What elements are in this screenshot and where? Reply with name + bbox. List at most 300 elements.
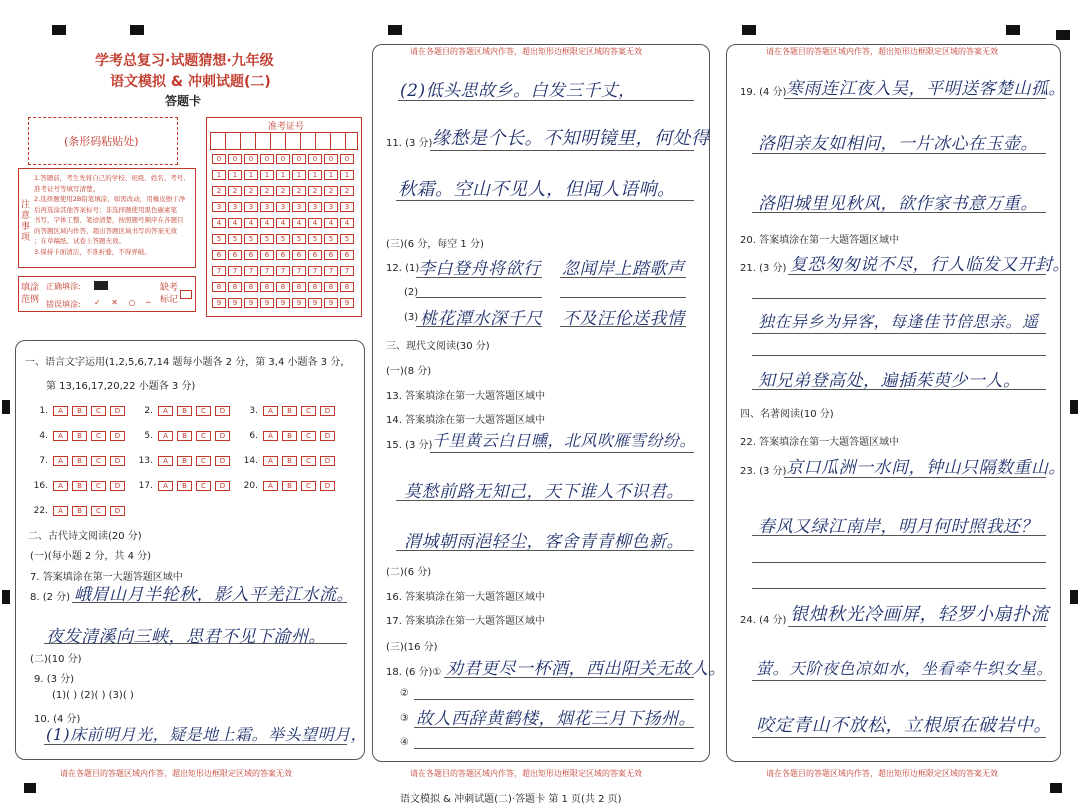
mcq-option-bubble[interactable]: A [53,406,68,416]
exam-id-digit-bubble[interactable]: 0 [276,154,290,164]
registration-mark [52,25,66,35]
registration-mark [1070,400,1078,414]
registration-mark [1050,783,1062,793]
exam-id-digit-bubble[interactable]: 3 [212,202,226,212]
q21-answer-a: 复恐匆匆说不尽，行人临发又开封。 [790,255,1070,275]
mcq-option-bubble[interactable]: B [282,406,297,416]
exam-id-digit-bubble[interactable]: 4 [292,218,306,228]
exam-id-digit-bubble[interactable]: 4 [212,218,226,228]
q18-sub4-label: ④ [400,737,409,748]
q18-answer-b: 故人西辞黄鹤楼，烟花三月下扬州。 [416,709,696,729]
q23-answer-a: 京口瓜洲一水间，钟山只隔数重山。 [786,458,1066,478]
mcq-question [30,431,127,441]
q18-sub3-label: ③ [400,713,409,724]
exam-id-digit-bubble[interactable]: 3 [292,202,306,212]
registration-mark [1056,30,1070,40]
exam-id-digit-bubble[interactable]: 5 [260,234,274,244]
section3-sub1: (一)(8 分) [386,366,432,377]
exam-id-digit-bubble[interactable]: 0 [244,154,258,164]
mcq-question [30,506,127,516]
mcq-option-bubble[interactable]: A [53,431,68,441]
warning-col1: 请在各题目的答题区域内作答，超出矩形边框限定区域的答案无效 [60,769,292,778]
mcq-question [30,456,127,466]
exam-id-digit-bubble[interactable]: 5 [308,234,322,244]
mcq-option-bubble[interactable]: D [110,456,125,466]
mcq-option-bubble[interactable]: D [215,406,230,416]
answer-line [752,153,1046,154]
answer-line [444,677,694,678]
section2-title: 二、古代诗文阅读(20 分) [28,531,142,542]
exam-id-digit-bubble[interactable]: 5 [324,234,338,244]
fill-wrong-label: 错误填涂: [46,300,81,309]
note-line: 书写，字体工整、笔迹清楚，按照题号顺序在各题目 [34,216,184,224]
exam-id-digit-bubble[interactable]: 9 [292,298,306,308]
exam-id-digit-bubble[interactable]: 7 [260,266,274,276]
q12-answer-3b: 不及汪伦送我情 [562,309,685,329]
title-line2: 语文模拟 & 冲刺试题(二) [110,74,271,90]
q8-label: 8. (2 分) [30,592,71,603]
mcq-option-bubble[interactable]: B [72,506,87,516]
exam-id-digit-bubble[interactable]: 5 [340,234,354,244]
mcq-option-bubble[interactable]: C [301,456,316,466]
q23-label: 23. (3 分) [740,466,787,477]
mcq-option-bubble[interactable]: C [91,506,106,516]
exam-id-digit-bubble[interactable]: 1 [260,170,274,180]
mcq-option-bubble[interactable]: A [53,506,68,516]
exam-id-digit-bubble[interactable]: 7 [228,266,242,276]
answer-line [396,200,694,201]
q16-note: 16. 答案填涂在第一大题答题区域中 [386,592,546,603]
exam-id-digit-bubble[interactable]: 1 [340,170,354,180]
exam-id-digit-bubble[interactable]: 7 [212,266,226,276]
mcq-option-bubble[interactable]: C [196,456,211,466]
q24-label: 24. (4 分) [740,615,787,626]
q21-answer-b: 独在异乡为异客，每逢佳节倍思亲。遥 [758,312,1039,331]
registration-mark [388,25,402,35]
mcq-question [135,431,232,441]
exam-id-digit-bubble[interactable]: 2 [292,186,306,196]
registration-mark [1070,590,1078,604]
exam-id-digit-bubble[interactable]: 6 [228,250,242,260]
exam-id-digit-bubble[interactable]: 4 [228,218,242,228]
exam-id-digit-bubble[interactable]: 1 [276,170,290,180]
mcq-question-number: 20. [243,481,258,491]
exam-id-digit-bubble[interactable]: 7 [340,266,354,276]
exam-id-digit-bubble[interactable]: 5 [244,234,258,244]
exam-id-digit-bubble[interactable]: 0 [292,154,306,164]
fill-correct-label: 正确填涂: [46,282,81,291]
q23-answer-b: 春风又绿江南岸，明月何时照我还？ [758,517,1038,537]
exam-id-digit-bubble[interactable]: 0 [212,154,226,164]
exam-id-digit-bubble[interactable]: 2 [260,186,274,196]
answer-line [398,100,694,101]
answer-line [752,535,1046,536]
notes-label: 注意事项 [21,200,31,243]
note-line: 3.保持卡面清洁，不准折叠，不得弄破。 [34,247,151,256]
q20-note: 20. 答案填涂在第一大题答题区域中 [740,235,900,246]
answer-line [752,355,1046,356]
mcq-option-bubble[interactable]: A [53,456,68,466]
q10-label: 10. (4 分) [34,714,81,725]
section2-sub2: (二)(10 分) [30,654,82,665]
warning-col3-top: 请在各题目的答题区域内作答，超出矩形边框限定区域的答案无效 [766,47,998,56]
mcq-question [135,406,232,416]
q24-answer-c: 咬定青山不放松，立根原在破岩中。 [756,715,1052,736]
exam-id-digit-bubble[interactable]: 0 [308,154,322,164]
exam-id-digit-bubble[interactable]: 5 [212,234,226,244]
mcq-option-bubble[interactable]: D [215,431,230,441]
mcq-option-bubble[interactable]: D [110,431,125,441]
mcq-option-bubble[interactable]: B [282,456,297,466]
exam-id-digit-bubble[interactable]: 6 [276,250,290,260]
mcq-option-bubble[interactable]: D [320,406,335,416]
mcq-option-bubble[interactable]: C [91,431,106,441]
mcq-question [30,406,127,416]
q19-answer-b: 洛阳亲友如相问，一片冰心在玉壶。 [758,134,1038,154]
mcq-option-bubble[interactable]: B [282,481,297,491]
mcq-option-bubble[interactable]: C [91,406,106,416]
q10-answer-a: (1)床前明月光，疑是地上霜。举头望明月， [46,725,368,744]
answer-line [560,326,686,327]
exam-id-digit-bubble[interactable]: 7 [308,266,322,276]
q12-sub2-label: (2) [404,287,419,298]
exam-id-digit-bubble[interactable]: 1 [324,170,338,180]
q17-note: 17. 答案填涂在第一大题答题区域中 [386,616,546,627]
exam-id-digit-bubble[interactable]: 5 [276,234,290,244]
q24-answer-a: 银烛秋光冷画屏，轻罗小扇扑流 [790,604,1049,625]
answer-line [414,748,694,749]
exam-id-digit-bubble[interactable]: 6 [244,250,258,260]
q15-answer-a: 千里黄云白日曛，北风吹雁雪纷纷。 [432,431,697,450]
exam-id-digit-bubble[interactable]: 6 [308,250,322,260]
mcq-question [30,481,127,491]
mcq-option-bubble[interactable]: D [320,431,335,441]
exam-id-digit-bubble[interactable]: 9 [212,298,226,308]
q8-answer-a: 峨眉山月半轮秋，影入平羌江水流。 [74,585,354,605]
mcq-option-bubble[interactable]: B [72,431,87,441]
mcq-option-bubble[interactable]: D [215,456,230,466]
mcq-option-bubble[interactable]: D [110,506,125,516]
exam-id-digit-bubble[interactable]: 0 [260,154,274,164]
exam-id-digit-bubble[interactable]: 4 [244,218,258,228]
mcq-option-bubble[interactable]: D [320,481,335,491]
mcq-option-bubble[interactable]: D [215,481,230,491]
q18-answer-a: 劝君更尽一杯酒，西出阳关无故人。 [446,659,726,679]
q19-answer-c: 洛阳城里见秋风，欲作家书意万重。 [758,194,1038,214]
exam-id-digit-bubble[interactable]: 8 [260,282,274,292]
exam-id-digit-bubble[interactable]: 4 [324,218,338,228]
answer-line [784,477,1046,478]
mcq-question [135,481,232,491]
warning-col2-top: 请在各题目的答题区域内作答，超出矩形边框限定区域的答案无效 [410,47,642,56]
mcq-option-bubble[interactable]: B [72,481,87,491]
section3-sub3: (三)(16 分) [386,642,438,653]
note-line: ；在草稿纸、试卷上答题无效。 [34,237,125,245]
mcq-option-bubble[interactable]: C [196,406,211,416]
exam-id-digit-bubble[interactable]: 1 [228,170,242,180]
exam-id-digit-bubble[interactable]: 6 [212,250,226,260]
exam-id-digit-bubble[interactable]: 9 [324,298,338,308]
registration-mark [2,590,10,604]
exam-id-digit-bubble[interactable]: 2 [308,186,322,196]
answer-line [560,297,686,298]
exam-id-digit-bubble[interactable]: 8 [276,282,290,292]
title-line1: 学考总复习·试题猜想·九年级 [95,53,274,69]
mcq-option-bubble[interactable]: A [263,406,278,416]
q24-answer-b: 萤。天阶夜色凉如水，坐看牵牛织女星。 [756,659,1054,678]
exam-id-digit-bubble[interactable]: 3 [260,202,274,212]
absent-label: 缺考标记 [160,283,179,305]
mcq-question-number: 6. [249,431,258,441]
q22-note: 22. 答案填涂在第一大题答题区域中 [740,437,900,448]
q10-answer-b: (2)低头思故乡。白发三千丈， [400,81,636,101]
q12-answer-1b: 忽闻岸上踏歌声 [562,259,685,279]
exam-id-digit-bubble[interactable]: 6 [340,250,354,260]
exam-id-digit-bubble[interactable]: 8 [292,282,306,292]
exam-id-digit-bubble[interactable]: 9 [308,298,322,308]
mcq-question-number: 13. [138,456,153,466]
warning-col3-bottom: 请在各题目的答题区域内作答，超出矩形边框限定区域的答案无效 [766,769,998,778]
exam-id-digit-bubble[interactable]: 9 [228,298,242,308]
warning-col2-bottom: 请在各题目的答题区域内作答，超出矩形边框限定区域的答案无效 [410,769,642,778]
answer-line [560,277,686,278]
q9-blanks: (1)( ) (2)( ) (3)( ) [52,690,134,701]
mcq-option-bubble[interactable]: C [301,481,316,491]
answer-line [752,389,1046,390]
exam-id-digit-bubble[interactable]: 1 [308,170,322,180]
exam-id-digit-bubble[interactable]: 8 [308,282,322,292]
page-footer: 语文模拟 & 冲刺试题(二)·答题卡 第 1 页(共 2 页) [400,794,622,805]
mcq-question-number: 3. [249,406,258,416]
mcq-option-bubble[interactable]: A [158,406,173,416]
q12-label: 12. (1) [386,263,420,274]
q18-sub2-label: ② [400,688,409,699]
note-line: 2.选择题使用2B铅笔填涂，如需改动，用橡皮擦干净 [34,195,186,203]
absent-mark-box [180,290,192,299]
mcq-option-bubble[interactable]: B [282,431,297,441]
exam-id-digit-bubble[interactable]: 8 [244,282,258,292]
title-line3: 答题卡 [165,94,202,108]
exam-id-digit-bubble[interactable]: 9 [276,298,290,308]
answer-line [414,727,694,728]
q12-answer-1a: 李白登舟将欲行 [418,259,541,279]
mcq-option-bubble[interactable]: A [158,481,173,491]
q19-answer-a: 寒雨连江夜入吴，平明送客楚山孤。 [786,79,1066,99]
registration-mark [24,783,36,793]
section3-title: 三、现代文阅读(30 分) [386,341,490,352]
exam-id-digit-bubble[interactable]: 3 [308,202,322,212]
exam-id-digit-grid [212,154,354,314]
sub3-label: (三)(6 分，每空 1 分) [386,239,484,250]
mcq-option-bubble[interactable]: B [177,481,192,491]
exam-id-label: 准考证号 [268,122,305,132]
answer-line [784,98,1046,99]
q15-answer-b: 莫愁前路无知己，天下谁人不识君。 [404,482,684,502]
exam-id-digit-bubble[interactable]: 3 [228,202,242,212]
mcq-option-bubble[interactable]: C [301,431,316,441]
answer-line [414,699,694,700]
section1-title: 一、语言文字运用(1,2,5,6,7,14 题每小题各 2 分，第 3,4 小题各 3 分， [25,357,351,368]
mcq-option-bubble[interactable]: A [158,431,173,441]
mcq-question-number: 16. [33,481,48,491]
mcq-question-number: 17. [138,481,153,491]
answer-line [752,212,1046,213]
q15-answer-c: 渭城朝雨浥轻尘，客舍青青柳色新。 [404,532,684,552]
mcq-option-bubble[interactable]: B [72,456,87,466]
answer-line [72,602,347,603]
answer-line [788,274,1046,275]
q14-note: 14. 答案填涂在第一大题答题区域中 [386,415,546,426]
section3-sub2: (二)(6 分) [386,567,432,578]
answer-line [416,297,542,298]
q12-answer-3a: 桃花潭水深千尺 [420,309,543,329]
registration-mark [742,25,756,35]
exam-id-digit-bubble[interactable]: 2 [340,186,354,196]
answer-line [430,452,694,453]
exam-id-write-row [210,132,358,150]
mcq-option-bubble[interactable]: A [263,431,278,441]
exam-id-digit-bubble[interactable]: 6 [292,250,306,260]
mcq-question-number: 22. [33,506,48,516]
q11-answer-a: 缘愁是个长。不知明镜里，何处得 [432,128,710,149]
exam-id-digit-bubble[interactable]: 0 [324,154,338,164]
q19-label: 19. (4 分) [740,87,787,98]
q11-label: 11. (3 分) [386,138,433,149]
mcq-option-bubble[interactable]: D [110,481,125,491]
exam-id-digit-bubble[interactable]: 2 [276,186,290,196]
mcq-option-bubble[interactable]: A [158,456,173,466]
mcq-question [240,456,337,466]
mcq-option-bubble[interactable]: C [196,431,211,441]
exam-id-digit-bubble[interactable]: 1 [292,170,306,180]
exam-id-digit-bubble[interactable]: 9 [340,298,354,308]
answer-line [752,333,1046,334]
mcq-question-number: 7. [39,456,48,466]
q15-label: 15. (3 分) [386,440,433,451]
q21-label: 21. (3 分) [740,263,787,274]
note-line: 后再选涂其他答案标号；非选择题使用黑色碳素笔 [34,205,177,214]
exam-id-digit-bubble[interactable]: 3 [276,202,290,212]
section1-title2: 第 13,16,17,20,22 小题各 3 分) [46,381,196,392]
exam-id-digit-bubble[interactable]: 1 [212,170,226,180]
section2-sub1: (一)(每小题 2 分，共 4 分) [30,551,152,562]
mcq-option-bubble[interactable]: D [320,456,335,466]
registration-mark [2,400,10,414]
exam-id-digit-bubble[interactable]: 8 [228,282,242,292]
mcq-option-bubble[interactable]: A [53,481,68,491]
mcq-option-bubble[interactable]: C [91,481,106,491]
fill-example-label: 填涂范例 [21,283,40,305]
notes-list [34,173,190,257]
mcq-option-bubble[interactable]: C [91,456,106,466]
mcq-question-number: 5. [144,431,153,441]
mcq-option-bubble[interactable]: B [177,431,192,441]
q7-note: 7. 答案填涂在第一大题答题区域中 [30,572,183,583]
q12-sub3-label: (3) [404,312,419,323]
mcq-question-number: 14. [243,456,258,466]
exam-id-digit-bubble[interactable]: 9 [244,298,258,308]
mcq-question [240,431,337,441]
exam-id-digit-bubble[interactable]: 2 [228,186,242,196]
exam-id-digit-bubble[interactable]: 3 [324,202,338,212]
mcq-question-number: 2. [144,406,153,416]
exam-id-digit-bubble[interactable]: 7 [324,266,338,276]
exam-id-digit-bubble[interactable]: 4 [260,218,274,228]
mcq-question [135,456,232,466]
exam-id-digit-bubble[interactable]: 8 [324,282,338,292]
answer-line [396,550,694,551]
section4-title: 四、名著阅读(10 分) [740,409,834,420]
exam-id-digit-bubble[interactable]: 0 [340,154,354,164]
exam-id-digit-bubble[interactable]: 0 [228,154,242,164]
answer-line [752,562,1046,563]
exam-id-digit-bubble[interactable]: 9 [260,298,274,308]
exam-id-digit-bubble[interactable]: 4 [276,218,290,228]
mcq-question [240,481,337,491]
exam-id-digit-bubble[interactable]: 7 [244,266,258,276]
mcq-option-bubble[interactable]: D [110,406,125,416]
mcq-option-bubble[interactable]: B [72,406,87,416]
q18-label: 18. (6 分)① [386,667,442,678]
exam-id-digit-bubble[interactable]: 8 [340,282,354,292]
q11-answer-b: 秋霜。空山不见人，但闻人语响。 [398,179,676,200]
exam-id-digit-bubble[interactable]: 5 [292,234,306,244]
mcq-option-bubble[interactable]: B [177,456,192,466]
mcq-question-number: 1. [39,406,48,416]
mcq-option-bubble[interactable]: C [196,481,211,491]
note-line: 1.答题前，考生先将自己的学校、班级、姓名、考号、 [34,174,190,182]
answer-line [44,744,347,745]
exam-id-digit-bubble[interactable]: 7 [276,266,290,276]
exam-id-digit-bubble[interactable]: 7 [292,266,306,276]
mcq-option-bubble[interactable]: C [301,406,316,416]
mcq-question-number: 4. [39,431,48,441]
mcq-option-bubble[interactable]: B [177,406,192,416]
exam-id-digit-bubble[interactable]: 6 [260,250,274,260]
answer-line [416,277,542,278]
mcq-option-bubble[interactable]: A [263,481,278,491]
exam-id-digit-bubble[interactable]: 3 [340,202,354,212]
answer-line [752,588,1046,589]
exam-id-digit-bubble[interactable]: 1 [244,170,258,180]
registration-mark [1006,25,1020,35]
exam-id-digit-bubble[interactable]: 6 [324,250,338,260]
note-line: 的答题区域内作答，超出答题区域书写的答案无效 [34,226,177,235]
exam-id-digit-bubble[interactable]: 4 [308,218,322,228]
fill-correct-mark [94,281,108,290]
exam-id-digit-bubble[interactable]: 5 [228,234,242,244]
registration-mark [130,25,144,35]
exam-id-digit-bubble[interactable]: 2 [212,186,226,196]
q8-answer-b: 夜发清溪向三峡，思君不见下渝州。 [46,627,326,647]
exam-id-digit-bubble[interactable]: 4 [340,218,354,228]
answer-line [752,298,1046,299]
q13-note: 13. 答案填涂在第一大题答题区域中 [386,391,546,402]
exam-id-digit-bubble[interactable]: 8 [212,282,226,292]
answer-line [44,643,347,644]
fill-wrong-marks: ✓ ✕ ○ ─ [94,298,155,307]
answer-line [752,737,1046,738]
answer-line [416,326,542,327]
exam-id-digit-bubble[interactable]: 2 [324,186,338,196]
mcq-option-bubble[interactable]: A [263,456,278,466]
mcq-question [240,406,337,416]
answer-line [396,500,694,501]
barcode-label: (条形码粘贴处) [64,135,139,148]
note-line: 准考证号等填写清楚。 [34,184,99,193]
exam-id-digit-bubble[interactable]: 2 [244,186,258,196]
exam-id-digit-bubble[interactable]: 3 [244,202,258,212]
